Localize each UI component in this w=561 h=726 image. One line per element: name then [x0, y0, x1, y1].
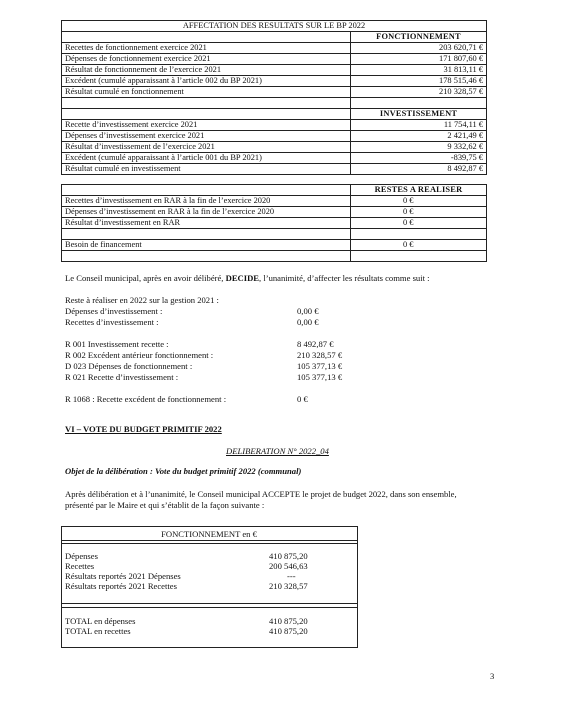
fonct-row-label: Résultats reportés 2021 Dépenses: [65, 571, 181, 581]
affectation-label: D 023 Dépenses de fonctionnement :: [65, 361, 193, 371]
header-blank-cell: [62, 185, 351, 196]
header-blank-cell: [62, 109, 351, 120]
fonct-row-value: 200 546,63: [269, 561, 308, 571]
fonct-row-value: 410 875,20: [269, 551, 308, 561]
fonct-row-label: Recettes: [65, 561, 95, 571]
fonctionnement-divider-3: [61, 607, 357, 608]
affectation-value: 210 328,57 €: [297, 350, 343, 360]
table-row: Résultat cumulé en investissement 8 492,87 €: [62, 164, 487, 175]
fonct-row-value: 210 328,57: [269, 581, 308, 591]
fonct-total-label: TOTAL en dépenses: [65, 616, 136, 626]
table-row: Excédent (cumulé apparaissant à l’article 001 du BP 2021) -839,75 €: [62, 153, 487, 164]
header-investissement: INVESTISSEMENT: [351, 109, 487, 120]
fonctionnement-divider-2: [61, 603, 357, 604]
paragraph-line: Après délibération et à l’unanimité, le Conseil municipal ACCEPTE le projet de budget 2022, dans son ensemble,: [65, 489, 457, 499]
restes-a-realiser-table: [61, 184, 487, 262]
besoin-label: Besoin de financement: [62, 240, 351, 251]
table-row: Excédent (cumulé apparaissant à l’article 002 du BP 2021) 178 515,46 €: [62, 76, 487, 87]
spacer-row: [62, 251, 487, 262]
affectation-value: 105 377,13 €: [297, 361, 343, 371]
fonct-row-value: ---: [287, 571, 296, 581]
decision-text: Le Conseil municipal, après en avoir délibéré, DECIDE, l’unanimité, d’affecter les résultats comme suit :: [65, 273, 430, 283]
header-fonctionnement: FONCTIONNEMENT: [351, 32, 487, 43]
table-row: [62, 240, 487, 251]
header-blank-cell: [62, 32, 351, 43]
besoin-value: 0 €: [351, 240, 487, 251]
table-row: Résultat cumulé en fonctionnement 210 328,57 €: [62, 87, 487, 98]
affectation-table-title: AFFECTATION DES RESULTATS SUR LE BP 2022: [62, 21, 487, 32]
table-row: Résultat d’investissement de l’exercice 2021 9 332,62 €: [62, 142, 487, 153]
table-row: Résultat de fonctionnement de l’exercice 2021 31 813,11 €: [62, 65, 487, 76]
affectation-table: [61, 20, 487, 175]
decision-keyword: DECIDE: [225, 273, 260, 283]
rar-title: Reste à réaliser en 2022 sur la gestion 2021 :: [65, 295, 219, 305]
fonct-total-label: TOTAL en recettes: [65, 626, 131, 636]
fonct-row-label: Dépenses: [65, 551, 98, 561]
rar-value: 0,00 €: [297, 317, 319, 327]
rar-label: Dépenses d’investissement :: [65, 306, 163, 316]
deliberation-title: DELIBERATION N° 2022_04: [226, 446, 329, 456]
section-title: VI – VOTE DU BUDGET PRIMITIF 2022: [65, 424, 222, 434]
page-number: 3: [490, 671, 495, 681]
table-row: Recette d’investissement exercice 2021 11 754,11 €: [62, 120, 487, 131]
fonctionnement-header-rule: [61, 540, 357, 541]
spacer-row: [62, 229, 487, 240]
affectation-value: 105 377,13 €: [297, 372, 343, 382]
spacer-row: [62, 98, 487, 109]
rar-value: 0,00 €: [297, 306, 319, 316]
header-restes-a-realiser: RESTES A REALISER: [351, 185, 487, 196]
table-row: Recettes de fonctionnement exercice 2021 203 620,71 €: [62, 43, 487, 54]
fonct-row-label: Résultats reportés 2021 Recettes: [65, 581, 177, 591]
table-row: Résultat d’investissement en RAR 0 €: [62, 218, 487, 229]
r1068-label: R 1068 : Recette excédent de fonctionnement :: [65, 394, 227, 404]
affectation-value: 8 492,87 €: [297, 339, 334, 349]
table-row: Dépenses de fonctionnement exercice 2021 171 807,60 €: [62, 54, 487, 65]
fonctionnement-divider-1: [61, 543, 357, 544]
affectation-label: R 021 Recette d’investissement :: [65, 372, 179, 382]
fonctionnement-header: FONCTIONNEMENT en €: [161, 529, 257, 539]
table-row: Dépenses d’investissement exercice 2021 2 421,49 €: [62, 131, 487, 142]
paragraph-line: présenté par le Maire et qui s’établit de la façon suivante :: [65, 500, 265, 510]
table-row: Dépenses d’investissement en RAR à la fin de l’exercice 2020 0 €: [62, 207, 487, 218]
r1068-value: 0 €: [297, 394, 308, 404]
fonct-total-value: 410 875,20: [269, 626, 308, 636]
affectation-label: R 001 Investissement recette :: [65, 339, 169, 349]
rar-label: Recettes d’investissement :: [65, 317, 159, 327]
table-row: Recettes d’investissement en RAR à la fin de l’exercice 2020 0 €: [62, 196, 487, 207]
objet-line: Objet de la délibération : Vote du budget primitif 2022 (communal): [65, 466, 302, 476]
affectation-label: R 002 Excédent antérieur fonctionnement :: [65, 350, 214, 360]
fonct-total-value: 410 875,20: [269, 616, 308, 626]
